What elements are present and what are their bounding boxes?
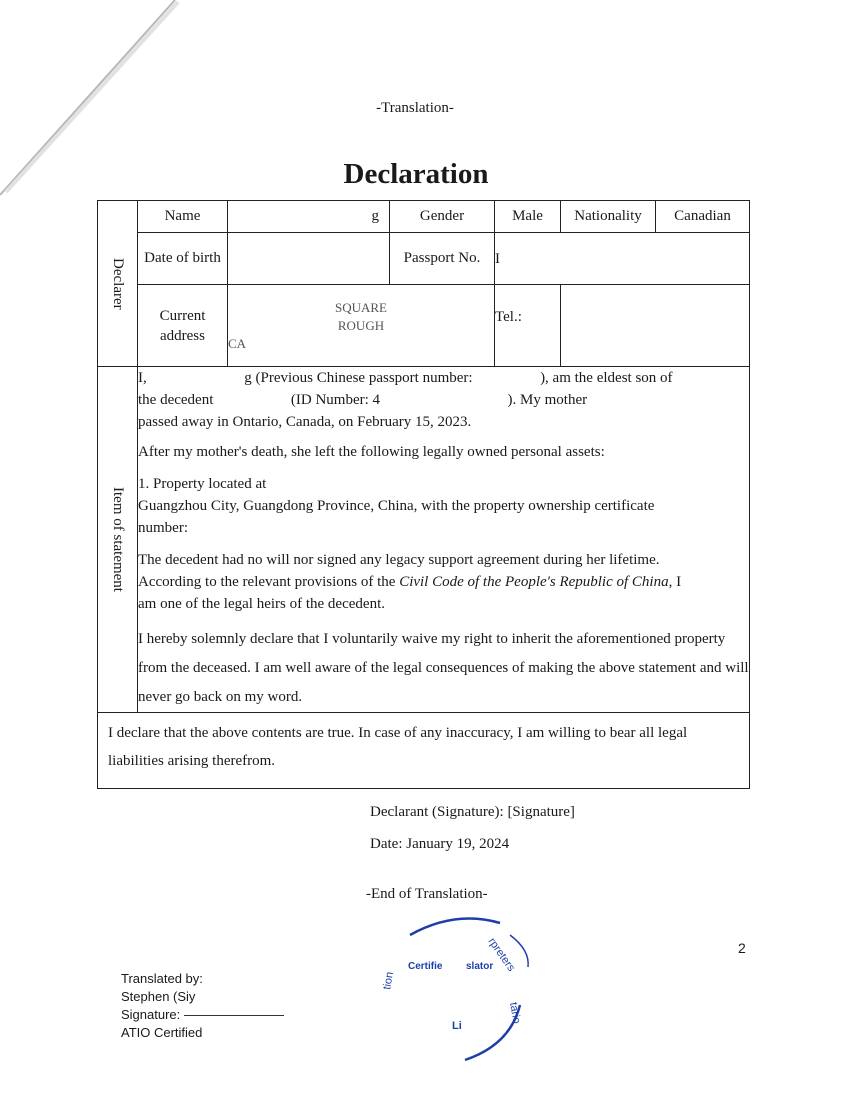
seal-top-arc-text: rpreters — [485, 935, 518, 974]
statement-paragraph-2: After my mother's death, she left the following legally owned personal assets: — [138, 444, 605, 460]
seal-right-arc-text: tario — [507, 1001, 523, 1025]
translation-header: -Translation- — [376, 100, 454, 116]
translator-block — [121, 970, 284, 1042]
passport-label: Passport No. — [390, 233, 495, 285]
statement-body — [138, 367, 750, 713]
statement-paragraph-3: 1. Property located at Guangzhou City, Guangdong Province, China, with the property ownership certificate number: — [138, 476, 655, 536]
nationality-value: Canadian — [656, 201, 750, 233]
nationality-label: Nationality — [561, 201, 656, 233]
dob-label: Date of birth — [138, 233, 228, 285]
passport-value: I — [495, 233, 750, 285]
statement-paragraph-4: The decedent had no will nor signed any legacy support agreement during her lifetime. According to the relevant provisions of the Civil Code of the People's Republic of China, I am one of the legal heirs of the decedent. — [138, 552, 682, 612]
address-label: Current address — [138, 285, 228, 367]
statement-section-label: Item of statement — [98, 367, 138, 713]
name-label: Name — [138, 201, 228, 233]
declarer-section-label: Declarer — [98, 201, 138, 367]
dob-value — [228, 233, 390, 285]
address-line-2: ROUGH — [337, 317, 385, 333]
tel-value — [561, 285, 750, 367]
name-value: g — [228, 201, 390, 233]
seal-translator-text: slator — [466, 961, 494, 972]
seal-left-arc-text: tion — [381, 970, 397, 991]
address-line-1: SQUARE — [334, 299, 387, 315]
seal-bottom-text: Li — [452, 1020, 462, 1032]
address-line-3: CA — [228, 335, 247, 351]
atio-certified-label: ATIO Certified — [121, 1025, 203, 1040]
declaration-date: Date: January 19, 2024 — [370, 836, 510, 852]
statement-paragraph-5: I hereby solemnly declare that I voluntarily waive my right to inherit the aforementioned property from the deceased. I am well aware of the legal consequences of making the above statement and will never go back on my word. — [138, 631, 749, 705]
declaration-table — [97, 200, 750, 789]
translated-by-label: Translated by: — [121, 971, 203, 986]
translator-signature-label: Signature: — [121, 1006, 284, 1024]
declarant-signature-line: Declarant (Signature): [Signature] — [370, 804, 575, 820]
page-number: 2 — [738, 940, 746, 956]
signature-block — [370, 796, 575, 860]
tel-label: Tel.: — [495, 285, 561, 367]
gender-value: Male — [495, 201, 561, 233]
page-title: Declaration — [343, 158, 489, 190]
declaration-footer: I declare that the above contents are true. In case of any inaccuracy, I am willing to bear all legal liabilities arising therefrom. — [98, 713, 750, 789]
translator-seal-stamp — [370, 905, 550, 1065]
seal-certified-text: Certifie — [408, 961, 443, 972]
end-of-translation: -End of Translation- — [366, 886, 488, 902]
translator-name: Stephen (Siy — [121, 989, 196, 1004]
statement-paragraph-1: I, g (Previous Chinese passport number: ), am the eldest son of the decedent (ID Number: 4 ). My mother passed away in Ontario, Canada, on February 15, 2023. — [138, 370, 673, 430]
gender-label: Gender — [390, 201, 495, 233]
address-value — [228, 285, 495, 367]
